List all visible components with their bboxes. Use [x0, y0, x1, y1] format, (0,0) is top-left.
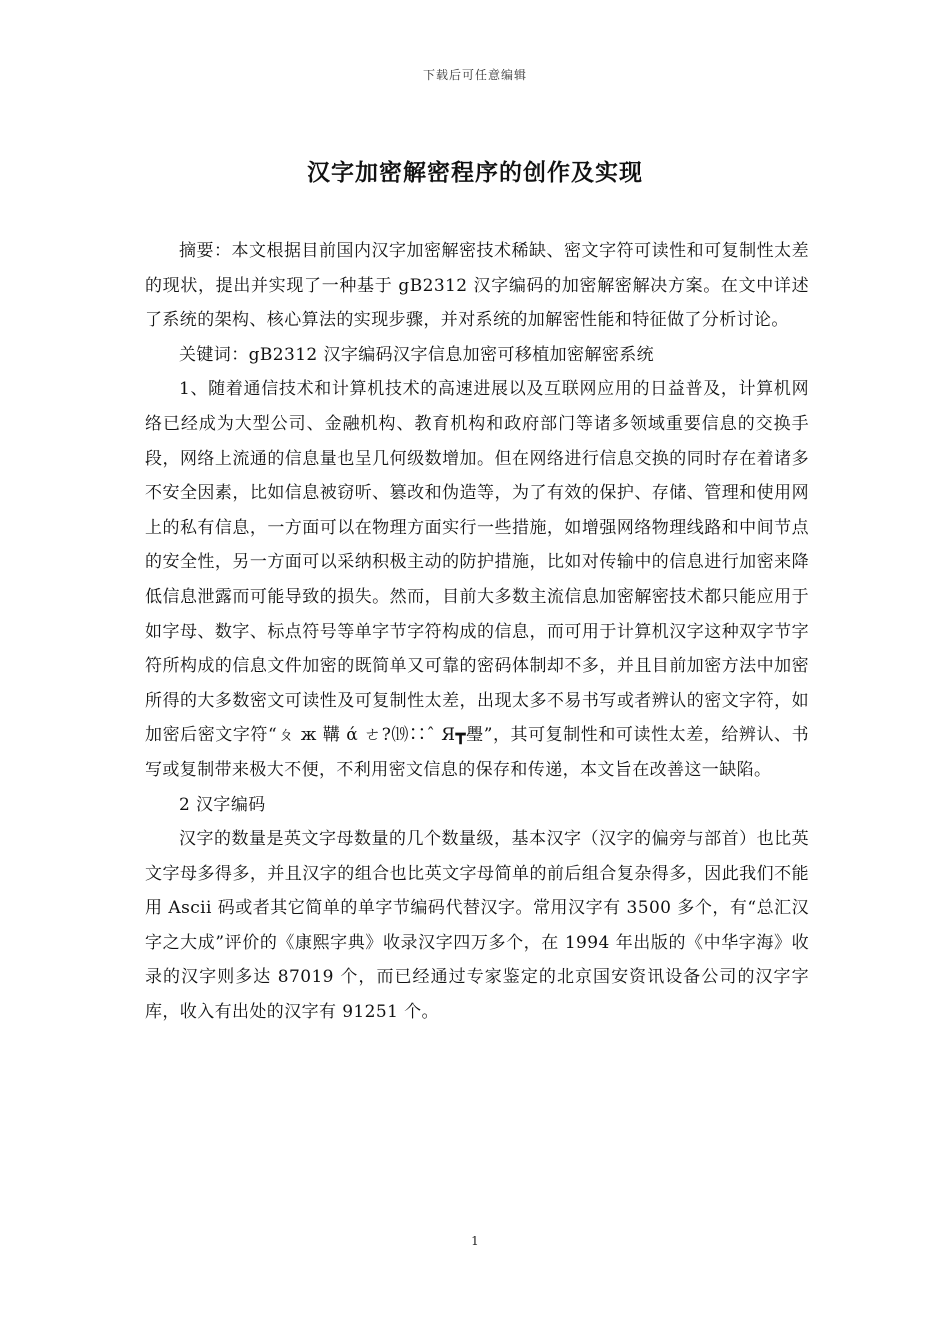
- page-number: 1: [471, 1234, 479, 1248]
- section-2-paragraph: 汉字的数量是英文字母数量的几个数量级，基本汉字（汉字的偏旁与部首）也比英文字母多得多，并且汉字的组合也比英文字母简单的前后组合复杂得多，因此我们不能用 Ascii 码或者其它简单的单字节编码代替汉字。常用汉字有 3500 多个，有“总汇汉字之大成”评价的《康熙字典》收录汉字四万多个，在 1994 年出版的《中华字海》收录的汉字则多达 87019 个，而已经通过专家鉴定的北京国安资讯设备公司的汉字字库，收入有出处的汉字有 91251 个。: [145, 829, 809, 1023]
- page-header-note: 下载后可任意编辑: [422, 68, 527, 82]
- document-body: [145, 234, 809, 1030]
- section-2-heading: 2 汉字编码: [179, 794, 266, 815]
- abstract-paragraph: 摘要：本文根据目前国内汉字加密解密技术稀缺、密文字符可读性和可复制性太差的现状，提出并实现了一种基于 gB2312 汉字编码的加密解密解决方案。在文中详述了系统的架构、核心算法的实现步骤，并对系统的加解密性能和特征做了分析讨论。: [145, 241, 809, 331]
- document-title: 汉字加密解密程序的创作及实现: [307, 159, 643, 186]
- section-1-paragraph: 1、随着通信技术和计算机技术的高速进展以及互联网应用的日益普及，计算机网络已经成为大型公司、金融机构、教育机构和政府部门等诸多领域重要信息的交换手段，网络上流通的信息量也呈几何级数增加。但在网络进行信息交换的同时存在着诸多不安全因素，比如信息被窃听、篡改和伪造等，为了有效的保护、存储、管理和使用网上的私有信息，一方面可以在物理方面实行一些措施，如增强网络物理线路和中间节点的安全性，另一方面可以采纳积极主动的防护措施，比如对传输中的信息进行加密来降低信息泄露而可能导致的损失。然而，目前大多数主流信息加密解密技术都只能应用于如字母、数字、标点符号等单字节字符构成的信息，而可用于计算机汉字这种双字节字符所构成的信息文件加密的既简单又可靠的密码体制却不多，并且目前加密方法中加密所得的大多数密文可读性及可复制性太差，出现太多不易书写或者辨认的密文字符，如加密后密文字符“ㄆ ж 鞲 ά ㄜ?⒆∷ˆ Я┳璺”，其可复制性和可读性太差，给辨认、书写或复制带来极大不便，不利用密文信息的保存和传递，本文旨在改善这一缺陷。: [145, 379, 809, 780]
- keywords-paragraph: 关键词：gB2312 汉字编码汉字信息加密可移植加密解密系统: [179, 344, 655, 365]
